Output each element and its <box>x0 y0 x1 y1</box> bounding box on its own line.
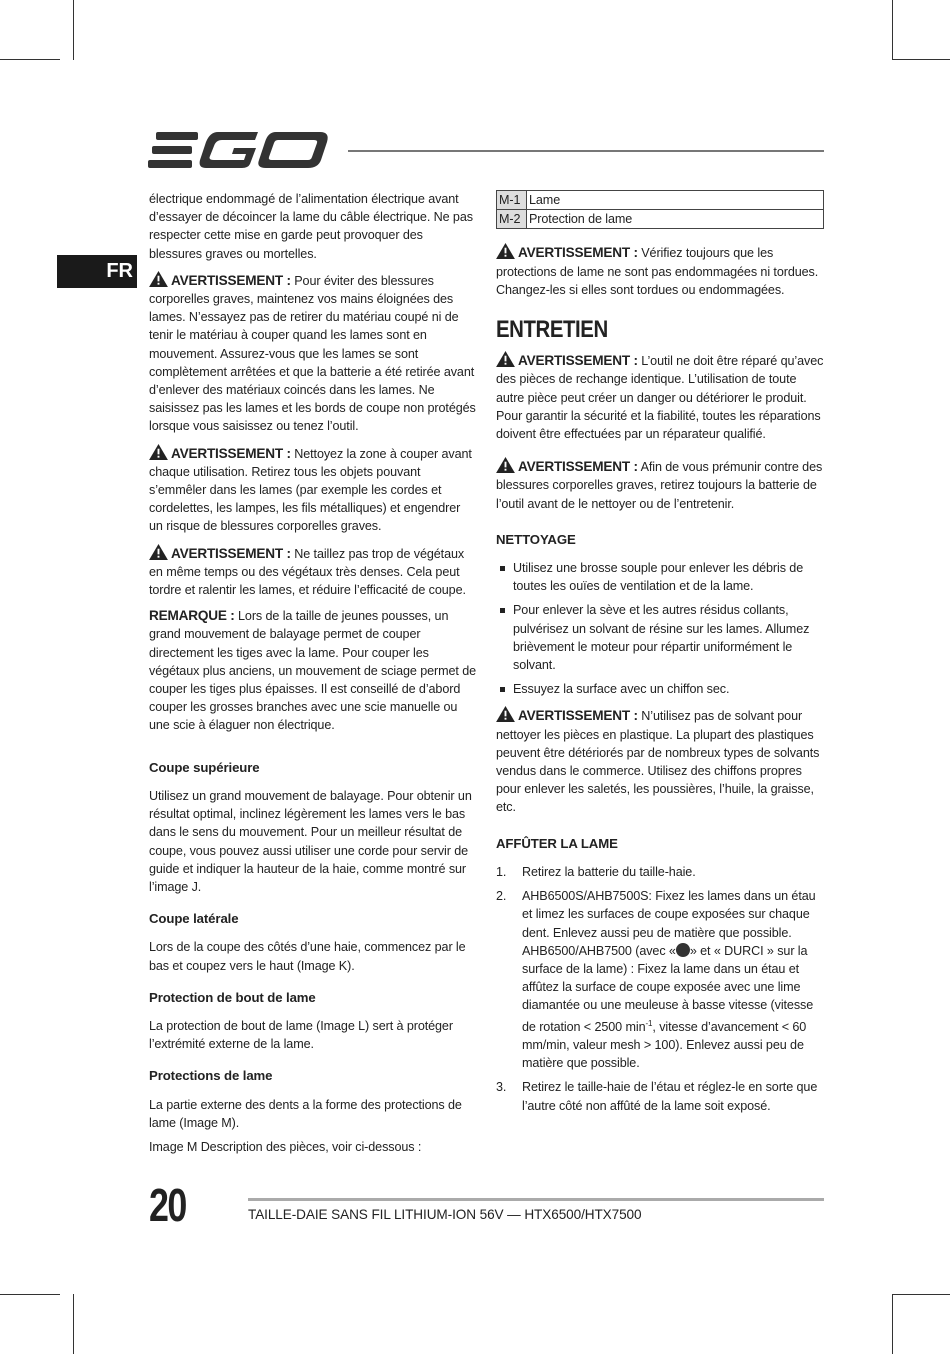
warning-text: Pour éviter des blessures corporelles graves, maintenez vos mains éloignées des lames. N’essayez pas de retirer du matériau coupé ni de tenir le matériau à couper quand les lames sont en mouvement. Assurez-vous que les lames se sont complètement arrêtées et que la batterie a été retirée avant d’enlever des matériaux coincés dans les lames. Ne saisissez pas les lames et les bords de coupe non protégés lorsque vous saisissez ou tenez l’outil. <box>149 273 476 434</box>
warning-triangle-icon <box>149 271 168 287</box>
warning-paragraph <box>496 457 824 513</box>
warning-paragraph <box>149 444 477 536</box>
crop-mark <box>0 59 60 60</box>
warning-triangle-icon <box>496 457 515 473</box>
parts-table <box>496 190 824 229</box>
step-text: AHB6500S/AHB7500S: Fixez les lames dans un étau et limez les surfaces de coupe exposées sur chaque dent. Enlevez aussi peu de matière que possible. AHB6500/AHB7500 (avec « <box>522 889 816 958</box>
warning-triangle-icon <box>496 351 515 367</box>
warning-paragraph <box>149 271 477 436</box>
footer-rule <box>248 1198 824 1201</box>
note-paragraph <box>149 607 477 734</box>
crop-mark <box>892 1294 950 1295</box>
step-text: » et « DURCI » sur la surface de la lame) : Fixez la lame dans un étau et affûtez la surface de coupe exposée avec une lime diamantée ou une meuleuse à basse vitesse (vitesse de rotation < 2500 min <box>522 943 814 1034</box>
list-item <box>496 887 824 1072</box>
step-number: 1. <box>496 864 507 879</box>
warning-label: AVERTISSEMENT : <box>518 245 638 261</box>
step-text: , vitesse d’avancement < 60 mm/min, valeur mesh > 100). Enlevez aussi peu de matière que possible. <box>522 1019 807 1071</box>
list-item: Pour enlever la sève et les autres résidus collants, pulvérisez un solvant de résine sur les lames. Allumez brièvement le moteur pour répartir uniformément le solvant. <box>496 601 824 674</box>
ego-logo <box>148 128 330 172</box>
note-text: Lors de la taille de jeunes pousses, un grand mouvement de balayage permet de couper directement les tiges avec la lame. Pour couper les végétaux plus anciens, un mouvement de sciage permet de couper les tiges plus épaisses. Il est conseillé de d’abord couper les grosses branches avec une scie manuelle ou une scie à élaguer non électrique. <box>149 609 477 733</box>
header-rule <box>348 150 824 152</box>
crop-mark <box>73 1294 74 1354</box>
warning-label: AVERTISSEMENT : <box>171 445 291 461</box>
footer-text: TAILLE-DAIE SANS FIL LITHIUM-ION 56V — HTX6500/HTX7500 <box>248 1207 642 1222</box>
language-tab: FR <box>57 255 137 288</box>
warning-triangle-icon <box>149 444 168 460</box>
intro-paragraph: électrique endommagé de l’alimentation électrique avant d’essayer de décoincer la lame du câble électrique. Ne pas respecter cette mise en garde peut provoquer des blessures graves ou mortelles. <box>149 192 473 261</box>
crop-mark <box>892 0 893 60</box>
hardened-blade-icon <box>676 943 690 957</box>
part-name: Protection de lame <box>527 210 824 229</box>
part-code: M-1 <box>497 191 527 210</box>
warning-text: Ne taillez pas trop de végétaux en même temps ou des végétaux très denses. Cela peut tordre et ralentir les lames, et réduire l’efficacité de coupe. <box>149 546 466 598</box>
step-text: Retirez le taille-haie de l’étau et réglez-le en sorte que l’autre côté non affûté de la lame soit exposé. <box>522 1080 818 1113</box>
warning-label: AVERTISSEMENT : <box>518 459 638 475</box>
warning-triangle-icon <box>149 544 168 560</box>
step-number: 2. <box>496 889 507 904</box>
sharpen-steps <box>496 863 824 1115</box>
warning-paragraph <box>496 706 824 816</box>
superscript: -1 <box>645 1018 653 1028</box>
cleaning-list <box>496 559 824 698</box>
warning-label: AVERTISSEMENT : <box>171 272 291 288</box>
table-row <box>497 210 824 229</box>
page-header <box>148 128 824 172</box>
warning-label: AVERTISSEMENT : <box>518 353 638 369</box>
step-text: Retirez la batterie du taille-haie. <box>522 864 696 879</box>
table-row <box>497 191 824 210</box>
page-number: 20 <box>149 1179 186 1231</box>
section-text: Utilisez un grand mouvement de balayage. Pour obtenir un résultat optimal, inclinez légèrement les lames vers le bas dans le sens du mouvement. Pour un meilleur résultat de coupe, vous pouvez aussi utiliser une corde pour servir de guide et indiquer la hauteur de la haie, comme montré sur l’image J. <box>149 788 472 894</box>
section-text: La partie externe des dents a la forme des protections de lame (Image M). <box>149 1097 462 1130</box>
section-heading: Protections de lame <box>149 1068 273 1084</box>
section-heading: Coupe supérieure <box>149 759 260 775</box>
crop-mark <box>892 59 950 60</box>
crop-mark <box>0 1294 60 1295</box>
list-item: Utilisez une brosse souple pour enlever les débris de toutes les ouïes de ventilation et de la lame. <box>496 559 824 595</box>
warning-paragraph <box>496 243 824 299</box>
warning-label: AVERTISSEMENT : <box>518 708 638 724</box>
right-column <box>496 190 824 1121</box>
warning-text: Afin de vous prémunir contre des blessures corporelles graves, retirez toujours la batterie de l’outil avant de le nettoyer ou de l’entretenir. <box>496 460 823 511</box>
list-item <box>496 1078 824 1114</box>
cleaning-heading: NETTOYAGE <box>496 531 576 547</box>
left-column <box>149 190 477 1164</box>
part-name: Lame <box>527 191 824 210</box>
crop-mark <box>73 0 74 60</box>
section-heading: Protection de bout de lame <box>149 989 316 1005</box>
list-item <box>496 863 824 881</box>
image-m-description: Image M Description des pièces, voir ci-dessous : <box>149 1139 422 1154</box>
sharpen-heading: AFFÛTER LA LAME <box>496 835 618 851</box>
crop-mark <box>892 1294 893 1354</box>
warning-text: Nettoyez la zone à couper avant chaque utilisation. Retirez tous les objets pouvant s’emmêler dans les lames (par exemple les cordes et cordelettes, les lampes, les fils métalliques) et engendrer un risque de blessures corporelles graves. <box>149 446 472 534</box>
warning-triangle-icon <box>496 706 515 722</box>
section-title: ENTRETIEN <box>496 316 608 344</box>
warning-paragraph <box>149 544 477 600</box>
step-number: 3. <box>496 1080 507 1095</box>
section-text: Lors de la coupe des côtés d’une haie, commencez par le bas et coupez vers le haut (Image K). <box>149 940 466 973</box>
warning-text: N’utilisez pas de solvant pour nettoyer les pièces en plastique. La plupart des plastiques peuvent être détériorés par de nombreux types de solvants vendus dans le commerce. Utilisez des chiffons propres pour enlever les saletés, les poussières, l’huile, la graisse, etc. <box>496 709 820 815</box>
part-code: M-2 <box>497 210 527 229</box>
warning-paragraph <box>496 351 824 443</box>
note-label: REMARQUE : <box>149 608 235 624</box>
warning-triangle-icon <box>496 243 515 259</box>
list-item: Essuyez la surface avec un chiffon sec. <box>496 680 824 698</box>
warning-text: L’outil ne doit être réparé qu’avec des pièces de rechange identique. L’utilisation de toute autre pièce peut créer un danger ou détériorer le produit. Pour garantir la sécurité et la fiabilité, toutes les réparations doivent être effectuées par un réparateur qualifié. <box>496 354 824 442</box>
section-text: La protection de bout de lame (Image L) sert à protéger l’extrémité externe de la lame. <box>149 1018 453 1052</box>
section-heading: Coupe latérale <box>149 911 239 927</box>
warning-text: Vérifiez toujours que les protections de lame ne sont pas endommagées ni tordues. Changez-les si elles sont tordues ou endommagées. <box>496 246 819 297</box>
warning-label: AVERTISSEMENT : <box>171 545 291 561</box>
